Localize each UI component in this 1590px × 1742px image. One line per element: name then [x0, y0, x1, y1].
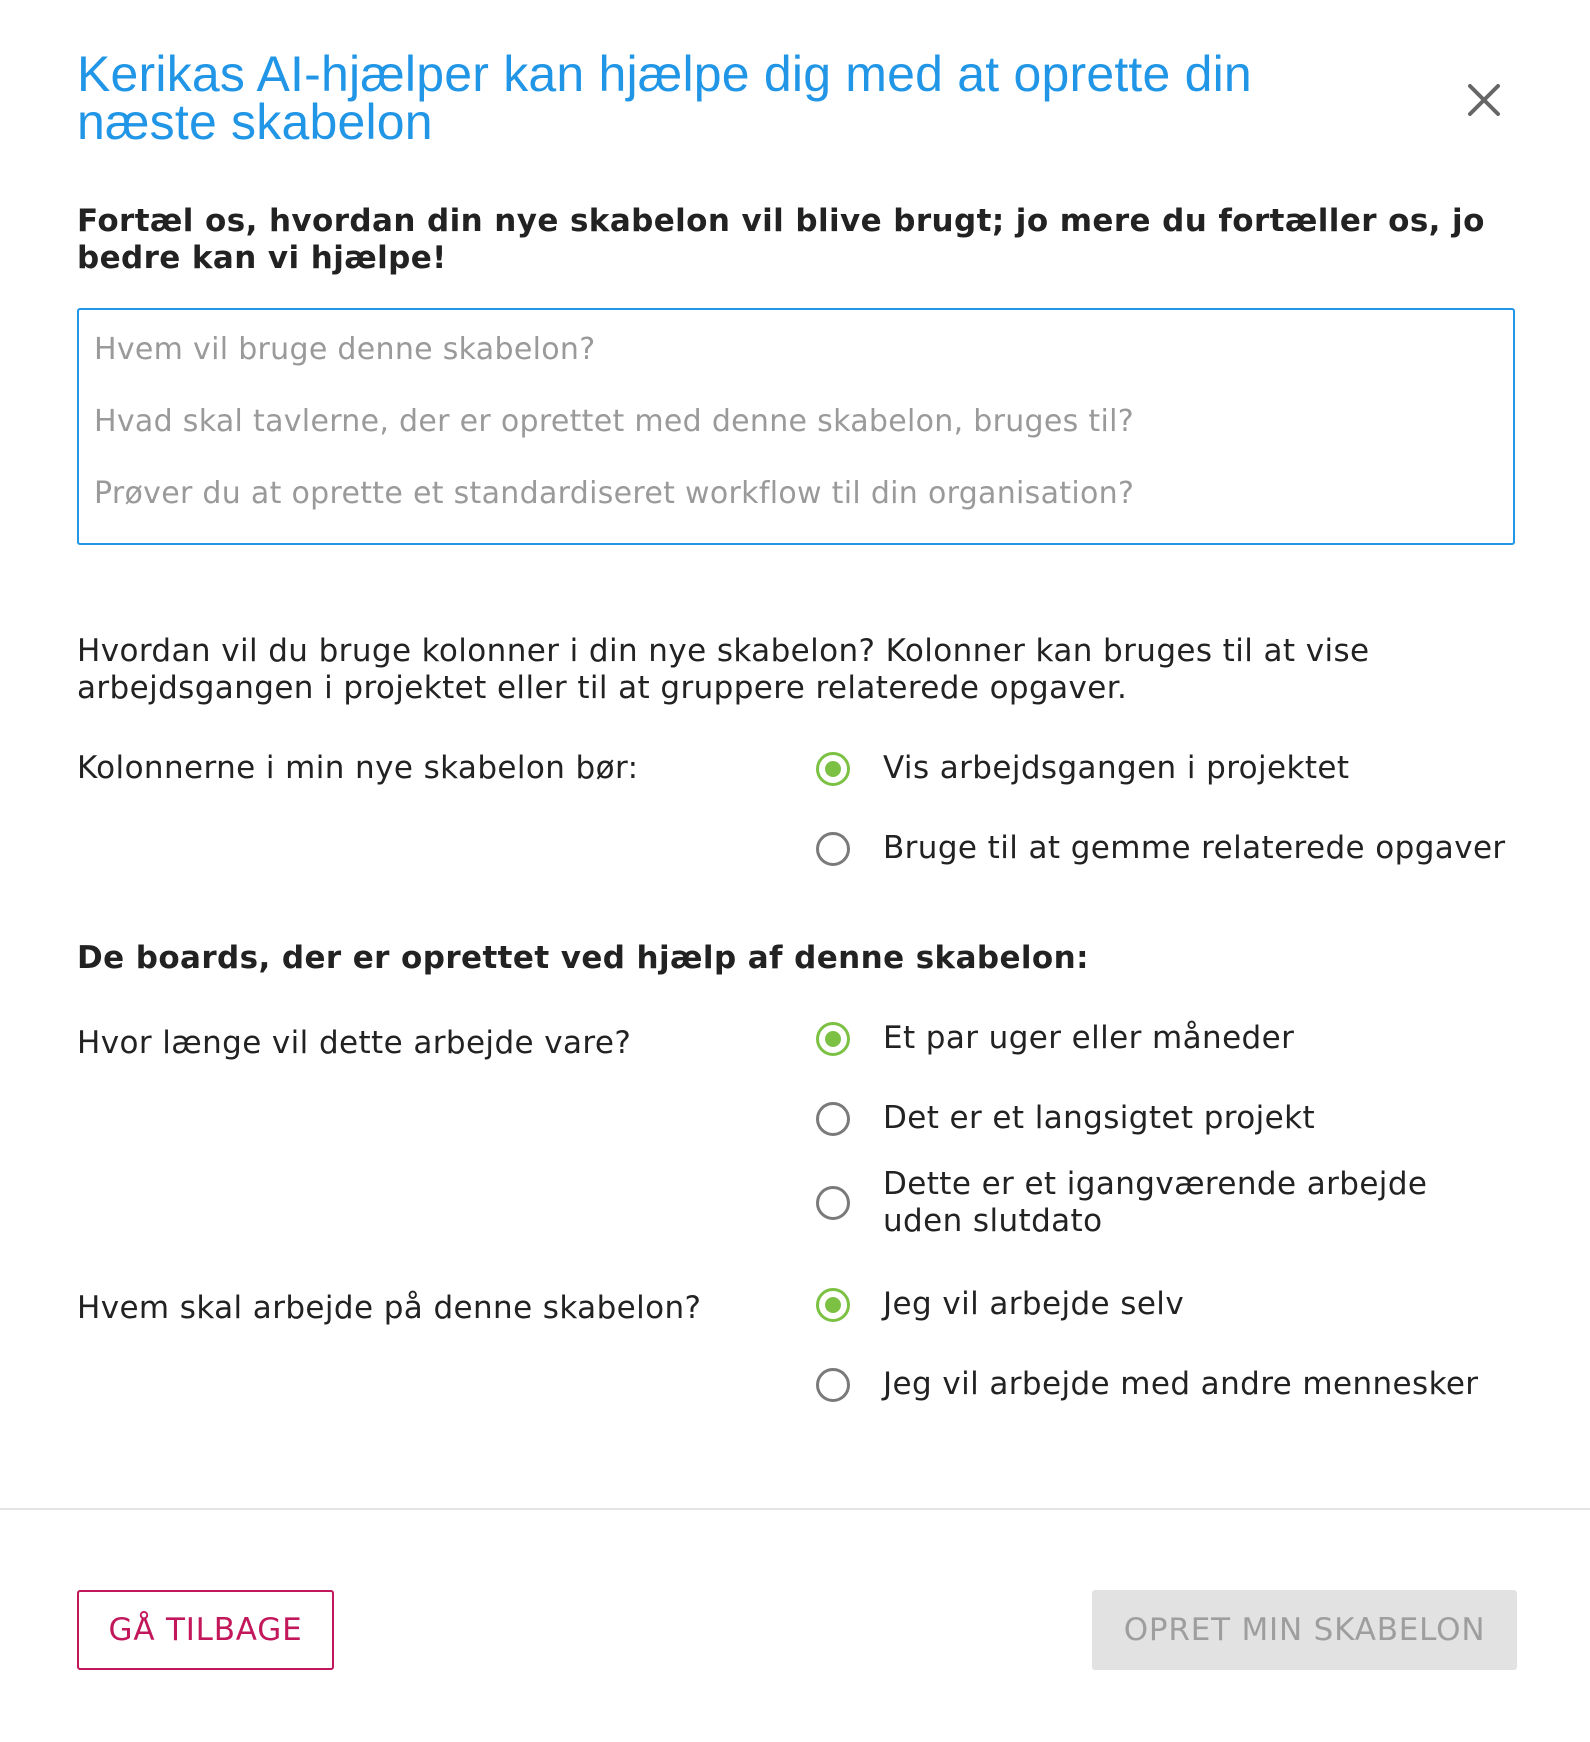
template-description-input[interactable] — [77, 308, 1515, 545]
radio-unchecked-icon — [816, 1368, 850, 1402]
duration-question: Hvor længe vil dette arbejde vare? — [77, 1025, 632, 1061]
radio-label: Jeg vil arbejde selv — [883, 1286, 1185, 1322]
radio-label: Det er et langsigtet projekt — [883, 1100, 1316, 1136]
radio-unchecked-icon — [816, 832, 850, 866]
people-question: Hvem skal arbejde på denne skabelon? — [77, 1290, 702, 1326]
boards-heading: De boards, der er oprettet ved hjælp af denne skabelon: — [77, 940, 1089, 976]
radio-duration-ongoing[interactable] — [816, 1166, 1516, 1240]
radio-unchecked-icon — [816, 1186, 850, 1220]
placeholder-line: Prøver du at oprette et standardiseret workflow til din organisation? — [94, 476, 1135, 511]
radio-label: Vis arbejdsgangen i projektet — [883, 750, 1350, 786]
radio-duration-weeks-months[interactable] — [816, 1020, 1294, 1057]
close-icon — [1462, 78, 1506, 122]
radio-label: Bruge til at gemme relaterede opgaver — [883, 830, 1506, 866]
radio-duration-long-term[interactable] — [816, 1100, 1315, 1137]
intro-text: Fortæl os, hvordan din nye skabelon vil blive brugt; jo mere du fortæller os, jo bedre kan vi hjælpe! — [77, 203, 1485, 276]
radio-columns-workflow[interactable] — [816, 750, 1349, 787]
radio-checked-icon — [816, 1022, 850, 1056]
footer-divider — [0, 1508, 1590, 1510]
radio-checked-icon — [816, 752, 850, 786]
radio-label: Jeg vil arbejde med andre mennesker — [883, 1366, 1479, 1402]
close-button[interactable] — [1462, 78, 1506, 122]
columns-description: Hvordan vil du bruge kolonner i din nye skabelon? Kolonner kan bruges til at vise arbejdsgangen i projektet eller til at gruppere relaterede opgaver. — [77, 633, 1370, 706]
radio-label: Dette er et igangværende arbejde uden slutdato — [883, 1166, 1428, 1239]
radio-columns-related-tasks[interactable] — [816, 830, 1506, 867]
radio-unchecked-icon — [816, 1102, 850, 1136]
columns-question: Kolonnerne i min nye skabelon bør: — [77, 750, 639, 786]
radio-people-with-others[interactable] — [816, 1366, 1478, 1403]
placeholder-line: Hvem vil bruge denne skabelon? — [94, 332, 596, 367]
radio-checked-icon — [816, 1288, 850, 1322]
radio-label: Et par uger eller måneder — [883, 1020, 1295, 1056]
go-back-button[interactable]: GÅ TILBAGE — [77, 1590, 334, 1670]
radio-people-alone[interactable] — [816, 1286, 1184, 1323]
placeholder-line: Hvad skal tavlerne, der er oprettet med denne skabelon, bruges til? — [94, 404, 1134, 439]
dialog-title: Kerikas AI-hjælper kan hjælpe dig med at oprette din næste skabelon — [77, 46, 1252, 150]
create-template-button[interactable]: OPRET MIN SKABELON — [1092, 1590, 1517, 1670]
